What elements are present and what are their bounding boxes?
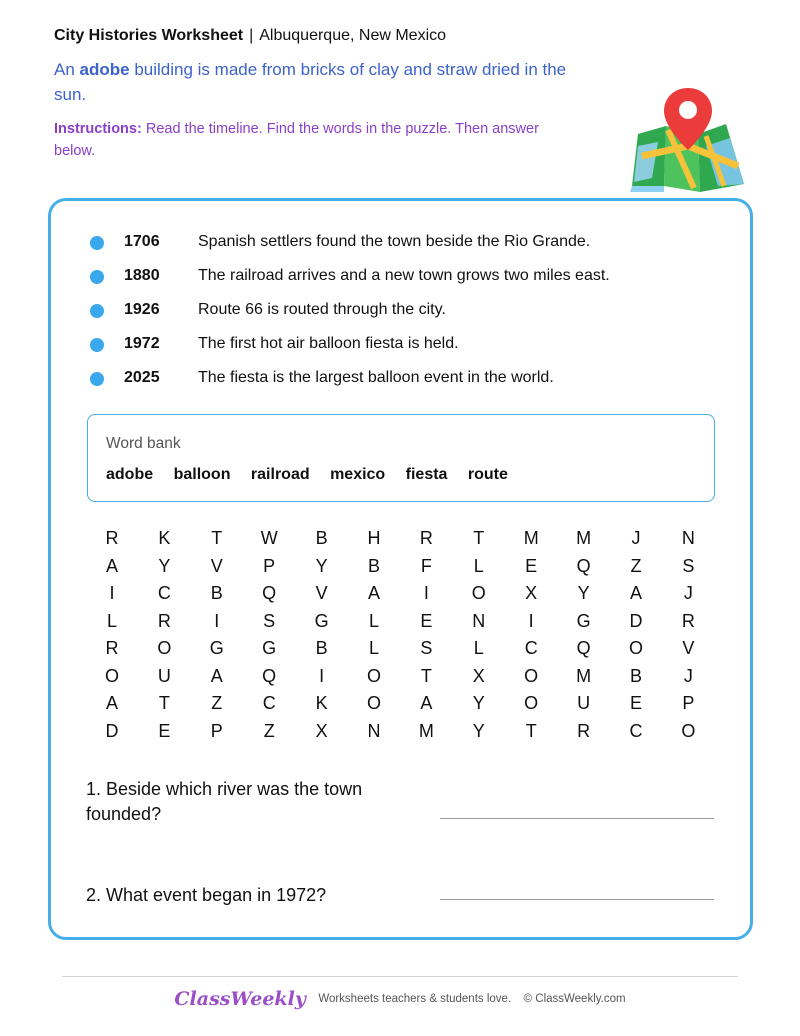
word-search-cell[interactable]: R — [105, 638, 119, 658]
word-search-cell[interactable]: L — [368, 638, 379, 658]
word-search-cell[interactable]: R — [577, 720, 591, 741]
word-search-cell[interactable]: Q — [576, 555, 591, 576]
word-search-cell[interactable]: I — [423, 583, 429, 603]
word-search-cell[interactable]: Y — [472, 720, 485, 741]
word-search-cell[interactable]: X — [472, 665, 485, 686]
word-search-cell[interactable]: O — [628, 638, 643, 658]
footer-tagline: Worksheets teachers & students love. — [318, 993, 512, 1005]
timeline-item — [90, 366, 730, 392]
bullet-dot-icon — [90, 270, 104, 284]
word-search-cell[interactable]: Z — [211, 693, 223, 713]
worksheet-title: City Histories Worksheet — [54, 27, 244, 44]
timeline-year: 1706 — [124, 233, 160, 250]
word-search-cell[interactable]: O — [366, 665, 381, 686]
word-search-cell[interactable]: C — [262, 693, 276, 713]
bullet-dot-icon — [90, 372, 104, 386]
answer-line-1[interactable] — [440, 818, 714, 819]
word-search-cell[interactable]: E — [158, 720, 171, 741]
word-search-cell[interactable]: E — [420, 610, 433, 631]
word-search-cell[interactable]: S — [682, 555, 695, 576]
footer — [0, 988, 800, 1010]
word-search-cell[interactable]: B — [315, 528, 328, 548]
bullet-dot-icon — [90, 304, 104, 318]
word-search-cell[interactable]: G — [314, 610, 329, 631]
word-search-cell[interactable]: G — [262, 638, 277, 658]
word-search-cell[interactable]: D — [629, 610, 643, 631]
timeline-year: 2025 — [124, 369, 160, 386]
word-search-cell[interactable]: Y — [472, 693, 485, 713]
word-search-cell[interactable]: E — [525, 555, 538, 576]
word-search-cell[interactable]: U — [577, 693, 591, 713]
word-search-cell[interactable]: P — [263, 555, 276, 576]
footer-divider — [62, 976, 738, 977]
word-search-cell[interactable]: N — [472, 610, 486, 631]
word-search-cell[interactable]: B — [315, 638, 328, 658]
word-search-cell[interactable]: N — [681, 528, 695, 548]
word-search-cell[interactable]: V — [682, 638, 695, 658]
timeline-event: The first hot air balloon fiesta is held. — [198, 335, 459, 352]
word-search-cell[interactable]: T — [420, 665, 432, 686]
word-search-cell[interactable]: M — [418, 720, 434, 741]
word-search-cell[interactable]: O — [471, 583, 486, 603]
word-search-cell[interactable]: V — [315, 583, 328, 603]
word-search-cell[interactable]: I — [109, 583, 115, 603]
word-search-cell[interactable]: G — [576, 610, 591, 631]
word-search-cell[interactable]: J — [683, 583, 693, 603]
word-bank-word: adobe — [106, 466, 154, 483]
word-search-cell[interactable]: O — [104, 665, 119, 686]
word-search-cell[interactable]: V — [210, 555, 223, 576]
word-search-cell[interactable]: T — [473, 528, 485, 548]
word-search-cell[interactable]: G — [209, 638, 224, 658]
timeline-year: 1880 — [124, 267, 160, 284]
intro-prefix: An — [54, 60, 75, 79]
timeline-event: The railroad arrives and a new town grows two miles east. — [198, 267, 610, 284]
word-bank-word: mexico — [330, 466, 386, 483]
word-search-cell[interactable]: P — [210, 720, 223, 741]
word-search-cell[interactable]: D — [105, 720, 119, 741]
word-search-cell[interactable]: R — [105, 528, 119, 548]
word-search-cell[interactable]: T — [158, 693, 170, 713]
word-search-cell[interactable]: Q — [576, 638, 591, 658]
word-search-cell[interactable]: Z — [630, 555, 642, 576]
word-search-cell[interactable]: W — [260, 528, 278, 548]
word-search-cell[interactable]: R — [157, 610, 171, 631]
timeline-item — [90, 332, 730, 358]
word-bank-word: balloon — [173, 466, 231, 483]
word-search-cell[interactable]: U — [157, 665, 171, 686]
word-bank-words — [106, 466, 524, 484]
timeline-item — [90, 298, 730, 324]
word-bank-word: route — [467, 466, 508, 483]
intro-rest: building is made from bricks of clay and straw dried in the sun. — [54, 60, 567, 104]
timeline-item — [90, 230, 730, 256]
word-search-cell[interactable]: J — [631, 528, 641, 548]
intro-keyword: adobe — [79, 60, 130, 79]
word-search-cell[interactable]: O — [157, 638, 172, 658]
word-search-cell[interactable]: Q — [262, 583, 277, 603]
word-bank-word: fiesta — [405, 466, 448, 483]
word-search-cell[interactable]: O — [524, 665, 539, 686]
answer-line-2[interactable] — [440, 899, 714, 900]
word-search-cell[interactable]: S — [263, 610, 276, 631]
word-search-cell[interactable]: R — [419, 528, 433, 548]
word-search-cell[interactable]: A — [105, 693, 118, 713]
word-search-cell[interactable]: I — [528, 610, 534, 631]
word-search-cell[interactable]: K — [315, 693, 328, 713]
word-search-cell[interactable]: O — [524, 693, 539, 713]
word-search-cell[interactable]: O — [681, 720, 696, 741]
timeline-year: 1926 — [124, 301, 160, 318]
question-2: 2. What event began in 1972? — [86, 885, 327, 905]
word-search-cell[interactable]: A — [210, 665, 223, 686]
word-search-cell[interactable]: E — [629, 693, 642, 713]
word-search-cell[interactable]: L — [368, 610, 379, 631]
word-search-cell[interactable]: Z — [263, 720, 275, 741]
word-search-cell[interactable]: Y — [315, 555, 328, 576]
word-search-cell[interactable]: N — [367, 720, 381, 741]
bullet-dot-icon — [90, 338, 104, 352]
city-name: Albuquerque, New Mexico — [259, 27, 447, 44]
word-search-cell[interactable]: P — [682, 693, 695, 713]
worksheet-header — [54, 27, 446, 45]
word-search-cell[interactable]: C — [524, 638, 538, 658]
question-1: 1. Beside which river was the town founded? — [86, 779, 363, 824]
word-search-cell[interactable]: K — [158, 528, 171, 548]
word-search-cell[interactable]: L — [473, 638, 484, 658]
timeline-item — [90, 264, 730, 290]
bullet-dot-icon — [90, 236, 104, 250]
word-search-cell[interactable]: M — [576, 665, 592, 686]
word-search-cell[interactable]: A — [367, 583, 380, 603]
word-search-cell[interactable]: A — [629, 583, 642, 603]
word-search-cell[interactable]: T — [525, 720, 537, 741]
word-search-cell[interactable]: A — [420, 693, 433, 713]
word-search-cell[interactable]: M — [523, 528, 539, 548]
word-search-cell[interactable]: X — [315, 720, 328, 741]
word-search-cell[interactable]: A — [105, 555, 118, 576]
timeline-event: Route 66 is routed through the city. — [198, 301, 446, 318]
instructions-text: Read the timeline. Find the words in the puzzle. Then answer below. — [54, 121, 539, 159]
word-search-cell[interactable]: T — [211, 528, 223, 548]
word-bank-label: Word bank — [106, 435, 181, 452]
word-search-cell[interactable]: F — [420, 555, 432, 576]
word-search-cell[interactable]: L — [473, 555, 484, 576]
word-bank — [87, 414, 715, 502]
word-search-cell[interactable]: B — [629, 665, 642, 686]
word-search-cell[interactable]: I — [214, 610, 220, 631]
map-pin-icon — [628, 86, 748, 192]
word-search-cell[interactable]: X — [525, 583, 538, 603]
word-search-cell[interactable]: C — [629, 720, 643, 741]
word-search-cell[interactable]: S — [420, 638, 433, 658]
word-search-cell[interactable]: I — [319, 665, 325, 686]
word-search-cell[interactable]: H — [367, 528, 381, 548]
word-search-cell[interactable]: Y — [158, 555, 171, 576]
word-search-cell[interactable]: O — [366, 693, 381, 713]
header-separator: | — [249, 27, 254, 44]
word-search-cell[interactable]: L — [106, 610, 117, 631]
timeline-event: Spanish settlers found the town beside the Rio Grande. — [198, 233, 591, 250]
word-search-cell[interactable]: Q — [262, 665, 277, 686]
timeline-year: 1972 — [124, 335, 160, 352]
word-search-cell[interactable]: B — [367, 555, 380, 576]
word-search-cell[interactable]: C — [157, 583, 171, 603]
word-search-cell[interactable]: R — [681, 610, 695, 631]
word-bank-word: railroad — [250, 466, 310, 483]
instructions-label: Instructions: — [54, 121, 142, 137]
word-search-cell[interactable]: M — [576, 528, 592, 548]
instructions — [54, 118, 574, 162]
footer-copyright: © ClassWeekly.com — [523, 993, 626, 1005]
intro-definition — [54, 57, 594, 107]
brand-logo: ClassWeekly — [174, 988, 306, 1010]
word-search-cell[interactable]: J — [683, 665, 693, 686]
timeline-event: The fiesta is the largest balloon event in the world. — [198, 369, 554, 386]
word-search-cell[interactable]: Y — [577, 583, 590, 603]
word-search-cell[interactable]: B — [210, 583, 223, 603]
